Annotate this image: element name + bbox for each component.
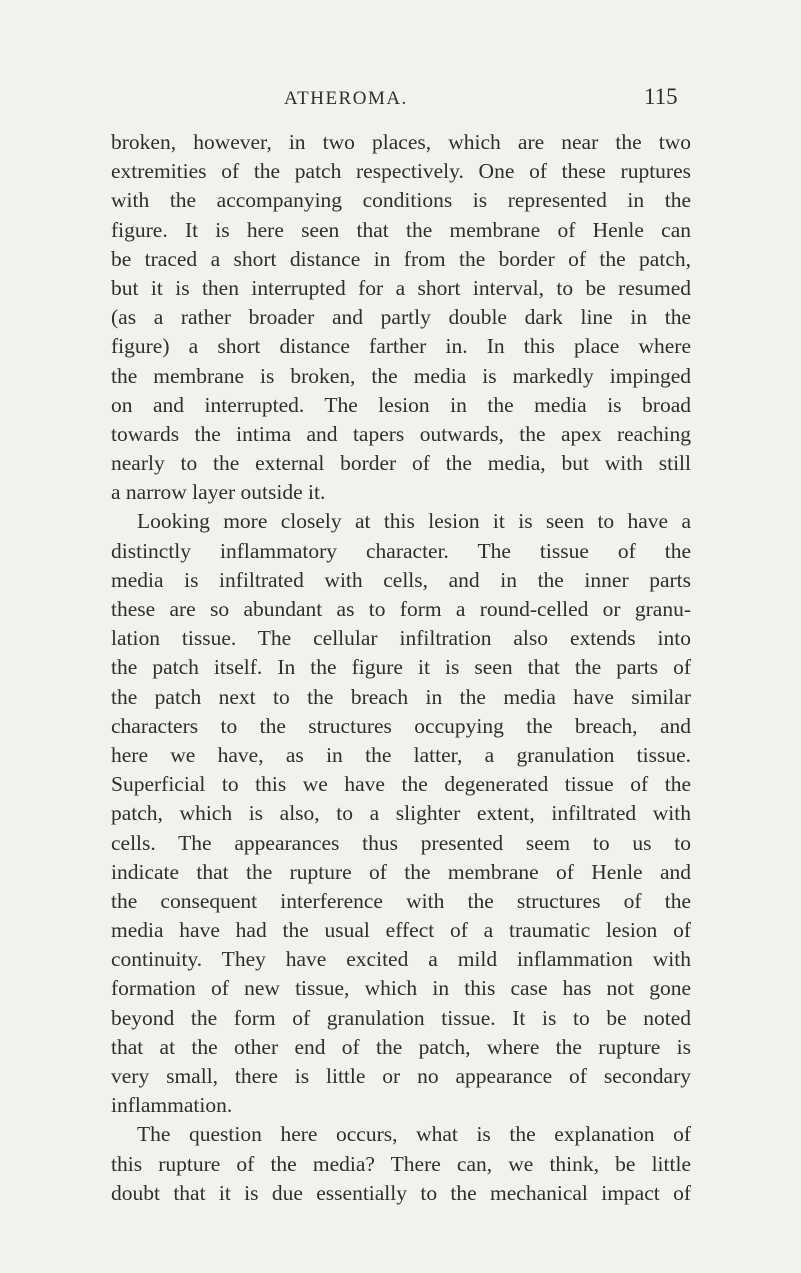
- text-line: but it is then interrupted for a short interval, to be resumed: [111, 275, 691, 300]
- text-line: on and interrupted. The lesion in the media is broad: [111, 392, 691, 417]
- text-line: this rupture of the media? There can, we think, be little: [111, 1151, 691, 1176]
- text-line: The question here occurs, what is the explanation of: [137, 1122, 691, 1147]
- text-line: very small, there is little or no appearance of secondary: [111, 1064, 691, 1088]
- text-line: continuity. They have excited a mild inflammation with: [111, 947, 691, 972]
- text-line: inflammation.: [111, 1093, 233, 1118]
- text-line: distinctly inflammatory character. The tissue of the: [111, 538, 691, 563]
- text-line: media is infiltrated with cells, and in the inner parts: [111, 567, 691, 592]
- text-line: the patch next to the breach in the media have similar: [111, 684, 691, 709]
- text-line: cells. The appearances thus presented seem to us to: [111, 830, 691, 855]
- text-line: nearly to the external border of the media, but with still: [111, 451, 691, 476]
- text-line: the patch itself. In the figure it is seen that the parts of: [111, 655, 691, 680]
- text-line: beyond the form of granulation tissue. It is to be noted: [111, 1005, 691, 1030]
- text-line: characters to the structures occupying the breach, and: [111, 713, 691, 738]
- running-head: ATHEROMA.: [284, 88, 408, 109]
- text-line: the membrane is broken, the media is markedly impinged: [111, 363, 691, 388]
- text-line: broken, however, in two places, which are near the two: [111, 130, 691, 154]
- text-line: the consequent interference with the structures of the: [111, 888, 691, 913]
- text-line: doubt that it is due essentially to the mechanical impact of: [111, 1180, 691, 1205]
- text-line: Looking more closely at this lesion it is seen to have a: [137, 509, 691, 534]
- text-line: towards the intima and tapers outwards, the apex reaching: [111, 421, 691, 446]
- body-text: [111, 128, 691, 1208]
- text-line: these are so abundant as to form a round-celled or granu-: [111, 597, 691, 621]
- text-line: figure. It is here seen that the membrane of Henle can: [111, 217, 691, 242]
- page-number: 115: [644, 84, 678, 109]
- text-line: extremities of the patch respectively. One of these ruptures: [111, 159, 691, 184]
- text-line: media have had the usual effect of a traumatic lesion of: [111, 918, 691, 943]
- text-line: that at the other end of the patch, where the rupture is: [111, 1034, 691, 1059]
- text-line: Superficial to this we have the degenerated tissue of the: [111, 772, 691, 797]
- text-line: lation tissue. The cellular infiltration also extends into: [111, 626, 691, 651]
- text-line: figure) a short distance farther in. In this place where: [111, 334, 691, 359]
- text-line: with the accompanying conditions is represented in the: [111, 188, 691, 213]
- text-line: formation of new tissue, which in this case has not gone: [111, 976, 691, 1001]
- text-line: (as a rather broader and partly double dark line in the: [111, 305, 691, 330]
- text-line: be traced a short distance in from the border of the patch,: [111, 246, 691, 271]
- text-line: patch, which is also, to a slighter extent, infiltrated with: [111, 801, 691, 826]
- text-line: indicate that the rupture of the membrane of Henle and: [111, 859, 691, 884]
- text-line: a narrow layer outside it.: [111, 480, 326, 505]
- text-line: here we have, as in the latter, a granulation tissue.: [111, 742, 691, 767]
